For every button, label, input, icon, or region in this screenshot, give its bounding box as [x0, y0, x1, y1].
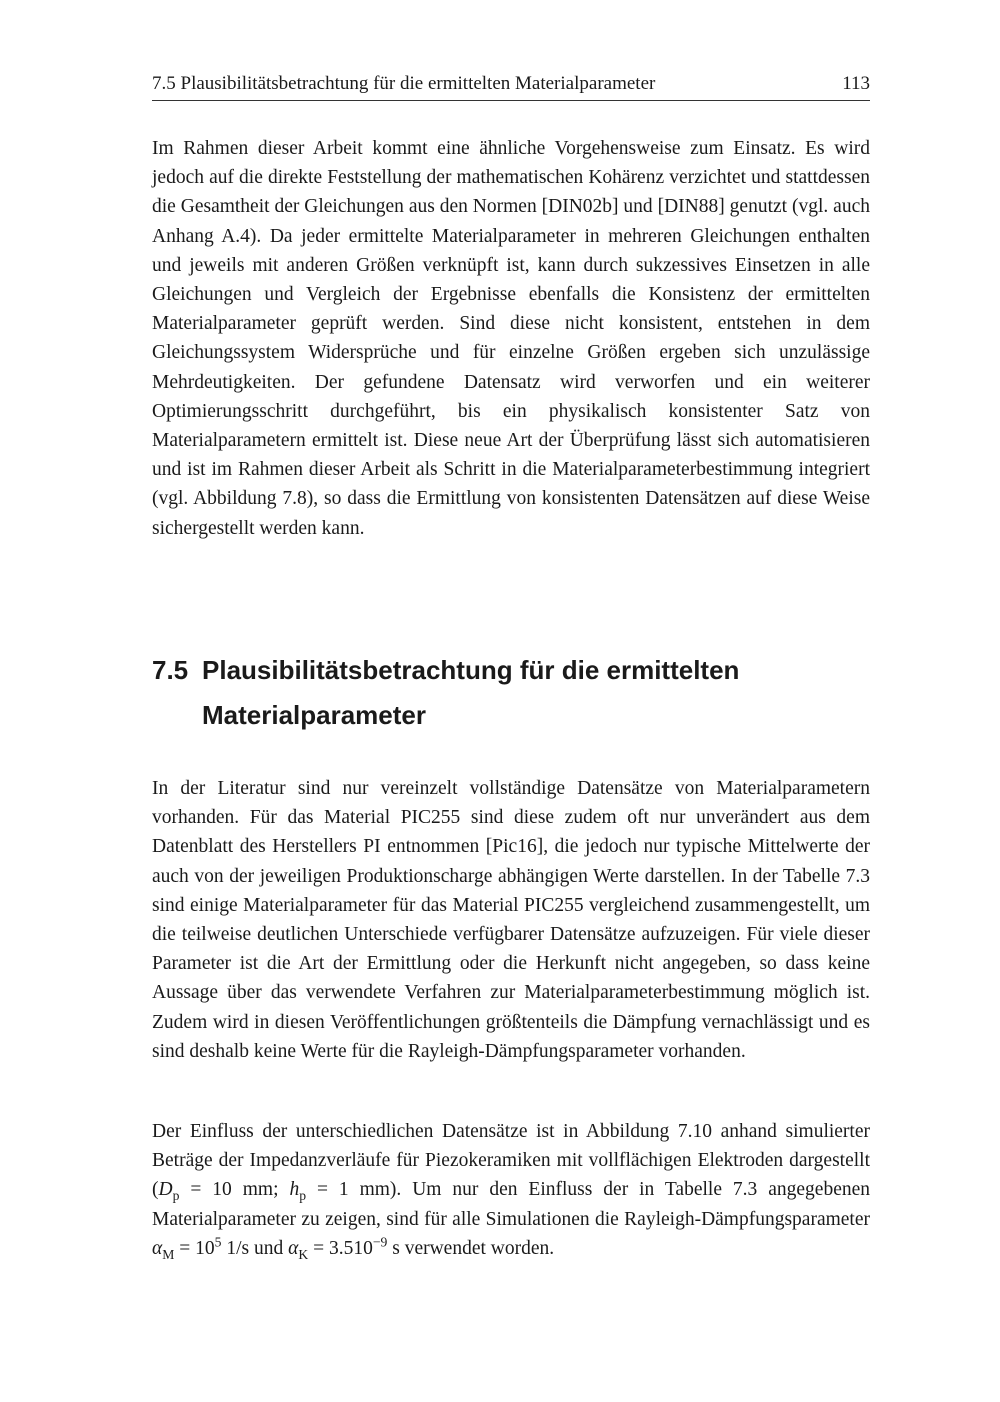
text-segment: Der Einfluss der unterschiedlichen Datensätze ist in Abbildung 7.10 anhand simulierter Beträge der Impedanzverläufe für Piezokeramiken mit vollflächigen Elektroden dargestellt ( [152, 1121, 870, 1201]
page-number: 113 [842, 73, 870, 94]
equation-alpha-k: = 3.510 [308, 1237, 373, 1259]
equation-diameter: = 10 mm; [179, 1179, 290, 1201]
subscript-p: p [172, 1188, 180, 1204]
exponent-minus-9: −9 [372, 1234, 388, 1250]
paragraph-impedance-simulation [152, 1117, 870, 1263]
section-number: 7.5 [152, 655, 189, 685]
subscript-p: p [299, 1188, 307, 1204]
equation-alpha-m: = 10 [174, 1237, 215, 1259]
document-page [152, 0, 870, 1402]
running-header-title: 7.5 Plausibilitätsbetrachtung für die ermittelten Materialparameter [152, 73, 656, 94]
symbol-alpha-m: α [152, 1237, 163, 1259]
symbol-height: h [289, 1179, 300, 1201]
paragraph-consistency-check: Im Rahmen dieser Arbeit kommt eine ähnliche Vorgehensweise zum Einsatz. Es wird jedoch auf die direkte Feststellung der mathematischen Kohärenz verzichtet und stattdessen die Gesamtheit der Gleichungen aus den Normen [DIN02b] und [DIN88] genutzt (vgl. auch Anhang A.4). Da jeder ermittelte Materialparameter in mehreren Gleichungen enthalten und jeweils mit anderen Größen verknüpft ist, kann durch sukzessives Einsetzen in alle Gleichungen und Vergleich der Ergebnisse ebenfalls die Konsistenz der ermittelten Materialparameter geprüft werden. Sind diese nicht konsistent, entstehen in dem Gleichungssystem Widersprüche und für einzelne Größen ergeben sich unzulässige Mehrdeutigkeiten. Der gefundene Datensatz wird verworfen und ein weiterer Optimierungsschritt durchgeführt, bis ein physikalisch konsistenter Satz von Materialparametern ermittelt ist. Diese neue Art der Überprüfung lässt sich automatisieren und ist im Rahmen dieser Arbeit als Schritt in die Materialparameterbestimmung integriert (vgl. Abbildung 7.8), so dass die Ermittlung von konsistenten Datensätzen auf diese Weise sichergestellt werden kann. [152, 138, 870, 539]
symbol-diameter: D [158, 1179, 173, 1201]
subscript-m: M [162, 1246, 175, 1262]
paragraph-literature-datasets: In der Literatur sind nur vereinzelt vollständige Datensätze von Materialparametern vorhanden. Für das Material PIC255 sind diese zudem oft nur unverändert aus dem Datenblatt des Herstellers PI entnommen [Pic16], die jedoch nur typische Mittelwerte der auch von der jeweiligen Produktionscharge abhängigen Werte darstellen. In der Tabelle 7.3 sind einige Materialparameter für das Material PIC255 vergleichend zusammengestellt, um die teilweise deutlichen Unterschiede verfügbarer Datensätze aufzuzeigen. Für viele dieser Parameter ist die Art der Ermittlung oder die Herkunft nicht angegeben, so dass keine Aussage über das verwendete Verfahren zur Materialparameterbestimmung möglich ist. Zudem wird in diesen Veröffentlichungen größtenteils die Dämpfung vernachlässigt und es sind deshalb keine Werte für die Rayleigh-Dämpfungsparameter vorhanden. [152, 778, 870, 1062]
exponent-5: 5 [214, 1234, 222, 1250]
running-header [152, 70, 870, 101]
subscript-k: K [298, 1246, 309, 1262]
text-segment: 1/s und [221, 1237, 289, 1259]
section-title-line1: Plausibilitätsbetrachtung für die ermittelten [202, 655, 740, 685]
text-segment: s verwendet worden. [387, 1237, 555, 1259]
text-segment: = 1 mm). Um nur den Einfluss der in Tabelle 7.3 angegebenen Materialparameter zu zeigen, sind für alle Simulationen die Rayleigh-Dämpfungsparameter [152, 1179, 870, 1230]
section-title-line2: Materialparameter [202, 700, 426, 730]
symbol-alpha-k: α [288, 1237, 299, 1259]
